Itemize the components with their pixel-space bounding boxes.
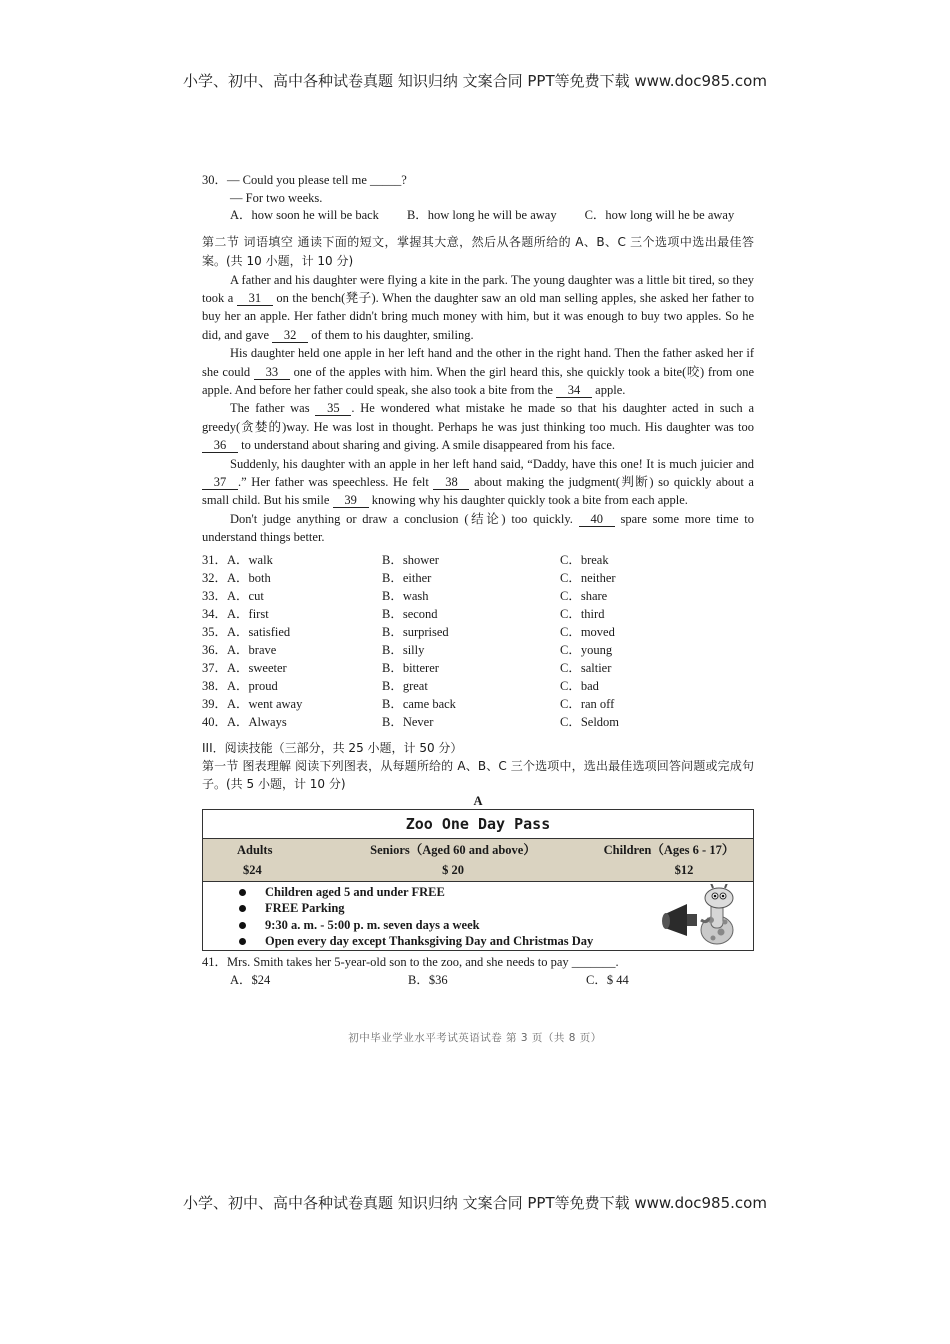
blank-31: 31 <box>237 291 273 306</box>
blank-32: 32 <box>272 328 308 343</box>
part-3-title: III．阅读技能（三部分，共 25 小题，计 50 分） <box>202 740 463 755</box>
zoo-pass-chart <box>202 809 754 951</box>
q41-option-a: A．$24 <box>230 972 271 987</box>
passage-paragraph-1 <box>202 271 754 345</box>
q30-option-a: A．how soon he will be back <box>230 208 379 222</box>
page-footer: 初中毕业学业水平考试英语试卷 第 3 页（共 8 页） <box>348 1032 602 1044</box>
choice-row-37 <box>202 659 754 677</box>
question-30 <box>202 172 754 225</box>
choice-b: B．surprised <box>382 624 449 639</box>
price-label-seniors: Seniors（Aged 60 and above） <box>370 842 536 857</box>
blank-35: 35 <box>315 401 351 416</box>
info-item: Open every day except Thanksgiving Day and Christmas Day <box>239 933 753 950</box>
q41-option-c: C．$ 44 <box>586 972 629 987</box>
choice-a: 37．A．sweeter <box>202 660 287 675</box>
price-seniors: $ 20 <box>442 862 464 877</box>
q30-option-c: C．how long will he be away <box>584 208 735 222</box>
passage-text: .” Her father was speechless. He felt <box>238 474 434 489</box>
site-banner-top: 小学、初中、高中各种试卷真题 知识归纳 文案合同 PPT等免费下载 www.doc985.com <box>183 72 767 90</box>
choice-a: 34．A．first <box>202 606 269 621</box>
choice-c: C．break <box>560 552 609 567</box>
choice-row-35 <box>202 623 754 641</box>
blank-36: 36 <box>202 438 238 453</box>
choice-a: 32．A．both <box>202 570 271 585</box>
passage-text: about making the judgment(判断) so quickly about a small child. But his smile <box>202 474 754 508</box>
choice-c: C．neither <box>560 570 616 585</box>
choice-b: B．shower <box>382 552 439 567</box>
info-item: FREE Parking <box>239 900 753 917</box>
question-41 <box>202 953 754 989</box>
choice-a: 39．A．went away <box>202 696 303 711</box>
choice-c: C．share <box>560 588 608 603</box>
choice-a: 33．A．cut <box>202 588 264 603</box>
passage-letter: A <box>473 793 483 808</box>
passage-text: Don't judge anything or draw a conclusion (结论) too quickly. <box>230 511 579 526</box>
choice-b: B．wash <box>382 588 429 603</box>
choice-row-36 <box>202 641 754 659</box>
passage-text: to understand about sharing and giving. A smile disappeared from his face. <box>238 438 615 453</box>
passage-text: apple. <box>592 382 626 397</box>
passage-text: A father and his daughter were flying a kite in the park. The young daughter was a little bit tired, so they took a <box>202 272 754 305</box>
choice-row-31 <box>202 551 754 569</box>
passage-text: spare some more time to understand things better. <box>202 511 754 545</box>
part-3-header <box>202 739 754 793</box>
choice-a: 31．A．walk <box>202 552 273 567</box>
section-2-header: 第二节 词语填空 通读下面的短文，掌握其大意，然后从各题所给的 A、B、C 三个选项中选出最佳答案。(共 10 小题，计 10 分) <box>202 234 754 268</box>
part-3-section-1: 第一节 图表理解 阅读下列图表，从每题所给的 A、B、C 三个选项中，选出最佳选项回答问题或完成句子。(共 5 小题，计 10 分) <box>202 758 754 791</box>
passage-text: knowing why his daughter quickly took a bite from each apple. <box>368 493 688 508</box>
blank-38: 38 <box>433 475 469 490</box>
passage-text: His daughter held one apple in her left hand and the other in the right hand. Then the father asked her if she could <box>202 346 754 379</box>
passage-text: The father was <box>230 401 316 416</box>
passage-text: Suddenly, his daughter with an apple in her left hand said, “Daddy, have this one! It is much juicier and <box>230 456 754 471</box>
zoo-pass-title: Zoo One Day Pass <box>203 810 753 839</box>
passage-text: one of the apples with him. When the girl heard this, she quickly took a bite(咬) from one apple. And before her father could speak, she also took a bite from the <box>202 364 754 397</box>
site-banner-bottom: 小学、初中、高中各种试卷真题 知识归纳 文案合同 PPT等免费下载 www.doc985.com <box>183 1194 767 1212</box>
passage-paragraph-2 <box>202 344 754 399</box>
choice-b: B．bitterer <box>382 660 439 675</box>
passage-paragraph-3 <box>202 399 754 454</box>
cloze-choices <box>202 551 754 731</box>
choice-row-33 <box>202 587 754 605</box>
passage-paragraph-4 <box>202 455 754 510</box>
choice-c: C．ran off <box>560 696 615 711</box>
price-adults: $24 <box>243 862 262 877</box>
choice-row-38 <box>202 677 754 695</box>
passage-text: of them to his daughter, smiling. <box>308 327 474 342</box>
zoo-info <box>203 882 753 950</box>
choice-row-39 <box>202 695 754 713</box>
q30-prompt: 30．— Could you please tell me _____? <box>202 173 407 187</box>
blank-37: 37 <box>202 475 238 490</box>
exam-page-content <box>202 172 754 989</box>
info-item: Children aged 5 and under FREE <box>239 884 753 901</box>
q30-response: — For two weeks. <box>230 190 323 205</box>
choice-row-34 <box>202 605 754 623</box>
choice-b: B．second <box>382 606 438 621</box>
choice-b: B．either <box>382 570 432 585</box>
choice-a: 36．A．brave <box>202 642 277 657</box>
price-children: $12 <box>674 862 694 877</box>
price-band <box>203 839 753 882</box>
choice-a: 35．A．satisfied <box>202 624 291 639</box>
passage-text: . He wondered what mistake he made so that his daughter acted in such a greedy(贪婪的)way. He was lost in thought. Perhaps he was just thinking too much. His daughter was too <box>202 401 754 434</box>
choice-row-40 <box>202 713 754 731</box>
price-label-children: Children（Ages 6 - 17） <box>603 842 735 857</box>
choice-c: C．third <box>560 606 605 621</box>
giraffe-megaphone-icon <box>661 884 741 946</box>
choice-row-32 <box>202 569 754 587</box>
q41-options <box>202 971 754 989</box>
cloze-passage <box>202 271 754 547</box>
q30-option-b: B．how long he will be away <box>406 208 557 222</box>
blank-34: 34 <box>556 383 592 398</box>
choice-b: B．great <box>382 678 428 693</box>
price-label-adults: Adults <box>237 842 273 857</box>
choice-c: C．saltier <box>560 660 612 675</box>
choice-c: C．Seldom <box>560 714 620 729</box>
choice-b: B．silly <box>382 642 425 657</box>
choice-c: C．moved <box>560 624 615 639</box>
choice-b: B．came back <box>382 696 456 711</box>
choice-a: 40．A．Always <box>202 714 287 729</box>
choice-a: 38．A．proud <box>202 678 278 693</box>
choice-b: B．Never <box>382 714 434 729</box>
q41-option-b: B．$36 <box>408 972 448 987</box>
blank-40: 40 <box>579 512 615 527</box>
q41-prompt: 41．Mrs. Smith takes her 5-year-old son to the zoo, and she needs to pay _______. <box>202 954 619 969</box>
blank-33: 33 <box>254 365 290 380</box>
blank-39: 39 <box>333 493 369 508</box>
passage-paragraph-5 <box>202 510 754 547</box>
choice-c: C．bad <box>560 678 599 693</box>
passage-text: on the bench(凳子). When the daughter saw an old man selling apples, she asked her father to buy her an apple. Her father didn't bring much money with him, but it was enough to buy two apples. So he did, and gave <box>202 290 755 342</box>
choice-c: C．young <box>560 642 613 657</box>
q30-options <box>202 207 754 225</box>
info-item: 9:30 a. m. - 5:00 p. m. seven days a week <box>239 917 753 934</box>
